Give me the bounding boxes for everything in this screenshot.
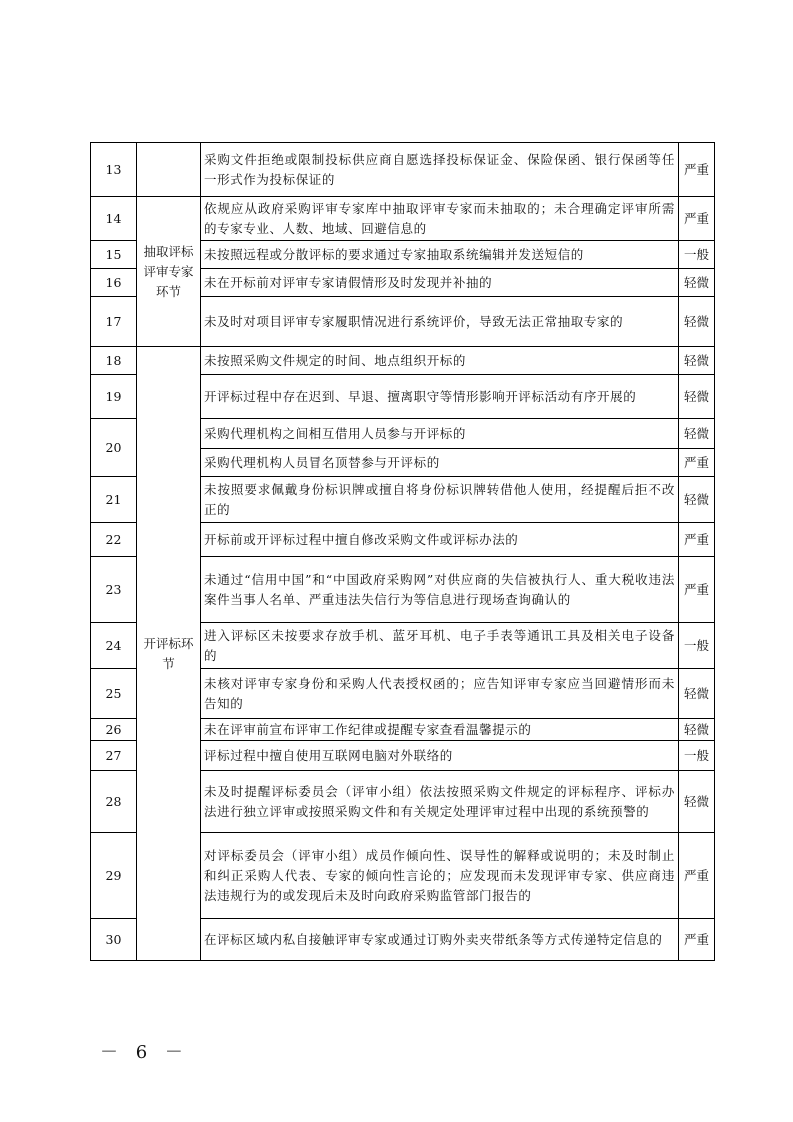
severity-cell: 轻微 [679, 347, 715, 375]
severity-cell: 轻微 [679, 297, 715, 347]
row-description: 未核对评审专家身份和采购人代表授权函的；应告知评审专家应当回避情形而未告知的 [201, 669, 679, 719]
severity-cell: 一般 [679, 241, 715, 269]
row-description: 未及时提醒评标委员会（评审小组）依法按照采购文件规定的评标程序、评标办法进行独立评审或按照采购文件和有关规定处理评审过程中出现的系统预警的 [201, 771, 679, 833]
severity-cell: 严重 [679, 449, 715, 477]
row-number: 13 [91, 143, 137, 197]
severity-cell: 轻微 [679, 375, 715, 419]
row-number: 21 [91, 477, 137, 523]
severity-cell: 轻微 [679, 669, 715, 719]
row-number: 19 [91, 375, 137, 419]
row-description: 开评标过程中存在迟到、早退、擅离职守等情形影响开评标活动有序开展的 [201, 375, 679, 419]
row-number: 27 [91, 741, 137, 771]
table-row [91, 347, 715, 375]
row-number: 26 [91, 719, 137, 741]
page-number: － 6 － [100, 1042, 189, 1063]
stage-cell: 抽取评标评审专家环节 [137, 197, 201, 347]
severity-cell: 严重 [679, 143, 715, 197]
severity-cell: 轻微 [679, 719, 715, 741]
row-description: 进入评标区未按要求存放手机、蓝牙耳机、电子手表等通讯工具及相关电子设备的 [201, 623, 679, 669]
row-number: 30 [91, 919, 137, 961]
row-number: 28 [91, 771, 137, 833]
severity-cell: 一般 [679, 623, 715, 669]
row-description: 未按照采购文件规定的时间、地点组织开标的 [201, 347, 679, 375]
severity-cell: 严重 [679, 197, 715, 241]
row-number: 16 [91, 269, 137, 297]
row-description: 未在评审前宣布评审工作纪律或提醒专家查看温馨提示的 [201, 719, 679, 741]
row-description: 未在开标前对评审专家请假情形及时发现并补抽的 [201, 269, 679, 297]
row-number: 15 [91, 241, 137, 269]
row-description: 开标前或开评标过程中擅自修改采购文件或评标办法的 [201, 523, 679, 557]
row-number: 25 [91, 669, 137, 719]
severity-cell: 轻微 [679, 419, 715, 449]
row-description: 评标过程中擅自使用互联网电脑对外联络的 [201, 741, 679, 771]
severity-cell: 严重 [679, 833, 715, 919]
stage-cell: 开评标环节 [137, 347, 201, 961]
row-number: 24 [91, 623, 137, 669]
row-number: 29 [91, 833, 137, 919]
row-description: 对评标委员会（评审小组）成员作倾向性、误导性的解释或说明的；未及时制止和纠正采购人代表、专家的倾向性言论的；应发现而未发现评审专家、供应商违法违规行为的或发现后未及时向政府采购监管部门报告的 [201, 833, 679, 919]
row-description: 未及时对项目评审专家履职情况进行系统评价，导致无法正常抽取专家的 [201, 297, 679, 347]
severity-cell: 一般 [679, 741, 715, 771]
row-description: 未按照要求佩戴身份标识牌或擅自将身份标识牌转借他人使用，经提醒后拒不改正的 [201, 477, 679, 523]
row-description: 未通过“信用中国”和“中国政府采购网”对供应商的失信被执行人、重大税收违法案件当事人名单、严重违法失信行为等信息进行现场查询确认的 [201, 557, 679, 623]
table-row [91, 197, 715, 241]
violations-table [90, 142, 715, 961]
stage-cell [137, 143, 201, 197]
row-description: 未按照远程或分散评标的要求通过专家抽取系统编辑并发送短信的 [201, 241, 679, 269]
row-description: 在评标区域内私自接触评审专家或通过订购外卖夹带纸条等方式传递特定信息的 [201, 919, 679, 961]
severity-cell: 轻微 [679, 477, 715, 523]
row-number: 18 [91, 347, 137, 375]
severity-cell: 严重 [679, 523, 715, 557]
row-number: 23 [91, 557, 137, 623]
severity-cell: 轻微 [679, 771, 715, 833]
row-number: 20 [91, 419, 137, 477]
row-description: 采购代理机构之间相互借用人员参与开评标的 [201, 419, 679, 449]
row-description: 采购文件拒绝或限制投标供应商自愿选择投标保证金、保险保函、银行保函等任一形式作为投标保证的 [201, 143, 679, 197]
row-description: 采购代理机构人员冒名顶替参与开评标的 [201, 449, 679, 477]
severity-cell: 轻微 [679, 269, 715, 297]
severity-cell: 严重 [679, 557, 715, 623]
row-number: 22 [91, 523, 137, 557]
row-number: 17 [91, 297, 137, 347]
row-description: 依规应从政府采购评审专家库中抽取评审专家而未抽取的；未合理确定评审所需的专家专业、人数、地域、回避信息的 [201, 197, 679, 241]
table-row [91, 143, 715, 197]
row-number: 14 [91, 197, 137, 241]
severity-cell: 严重 [679, 919, 715, 961]
